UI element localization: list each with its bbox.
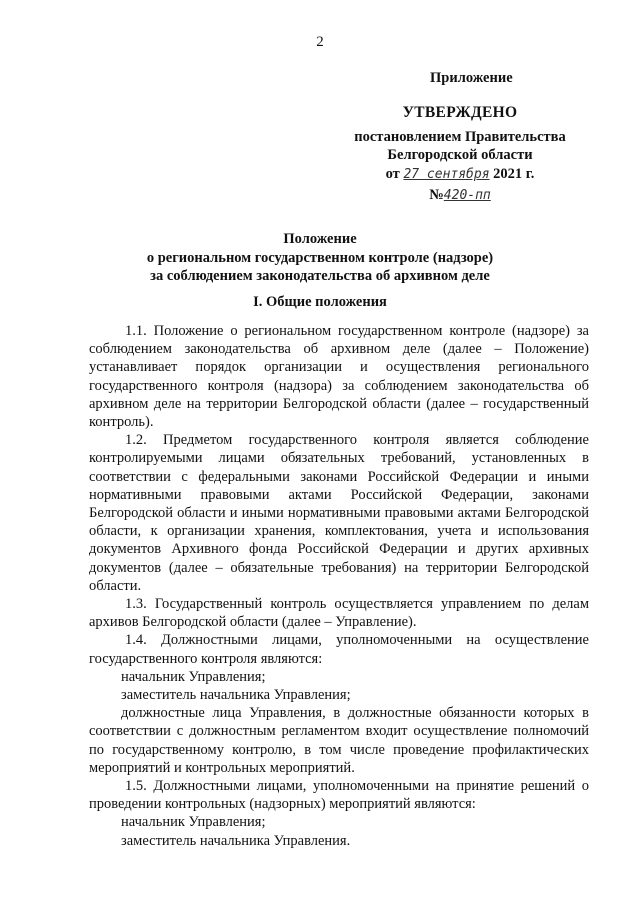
page-number: 2 bbox=[316, 34, 324, 50]
date-prefix: от bbox=[385, 166, 400, 182]
title-line-2: о региональном государственном контроле (надзоре) bbox=[146, 249, 494, 266]
paragraph-1-5: 1.5. Должностными лицами, уполномоченными на принятие решений о проведении контрольных (надзорных) мероприятий являются: bbox=[89, 778, 589, 813]
paragraph-1-4: 1.4. Должностными лицами, уполномоченными на осуществление государственного контроля являются: bbox=[89, 632, 589, 667]
list-item: заместитель начальника Управления. bbox=[121, 832, 351, 849]
approved-title: УТВЕРЖДЕНО bbox=[402, 104, 518, 121]
section-heading: I. Общие положения bbox=[253, 294, 387, 310]
document-title bbox=[0, 230, 640, 286]
number-prefix: № bbox=[429, 187, 444, 203]
resolution-line-1: постановлением Правительства bbox=[354, 129, 566, 145]
title-line-1: Положение bbox=[283, 231, 357, 247]
paragraph-1-3: 1.3. Государственный контроль осуществляется управлением по делам архивов Белгородской области (далее – Управление). bbox=[89, 596, 589, 631]
list-item: начальник Управления; bbox=[121, 814, 266, 831]
handwritten-date: 27 сентября bbox=[403, 167, 490, 182]
title-line-3: за соблюдением законодательства об архивном деле bbox=[150, 268, 490, 284]
resolution-line-2: Белгородской области bbox=[387, 147, 533, 163]
paragraph-1-1: 1.1. Положение о региональном государственном контроле (надзоре) за соблюдением законодательства об архивном деле (далее – Положение) устанавливает порядок организации и осуществления регионального государственного контроля (надзора) за соблюдением законодательства об архивном деле на территории Белгородской области (далее – государственный контроль). bbox=[89, 323, 589, 431]
appendix-label: Приложение bbox=[430, 70, 513, 86]
list-item: должностные лица Управления, в должностные обязанности которых в соответствии с должностным регламентом входит осуществление полномочий по государственному контролю, в том числе проведение профилактических мероприятий и контрольных мероприятий. bbox=[89, 705, 589, 776]
paragraph-1-2: 1.2. Предметом государственного контроля является соблюдение контролируемыми лицами обязательных требований, установленных в соответствии с федеральными законами Российской Федерации и иными нормативными правовыми актами Российской Федерации, законами Белгородской области и иными нормативными правовыми актами Белгородской области, к организации хранения, комплектования, учета и использования документов Архивного фонда Российской Федерации и других архивных документов (далее – обязательные требования) на территории Белгородской области. bbox=[89, 432, 589, 594]
document-body bbox=[89, 322, 589, 850]
handwritten-number: 420-пп bbox=[443, 188, 491, 203]
list-item: заместитель начальника Управления; bbox=[121, 687, 351, 704]
resolution-number bbox=[330, 185, 590, 206]
resolution-date bbox=[330, 164, 590, 185]
approval-stamp-block bbox=[330, 104, 590, 206]
list-item: начальник Управления; bbox=[121, 668, 266, 685]
date-year: 2021 г. bbox=[493, 166, 535, 182]
